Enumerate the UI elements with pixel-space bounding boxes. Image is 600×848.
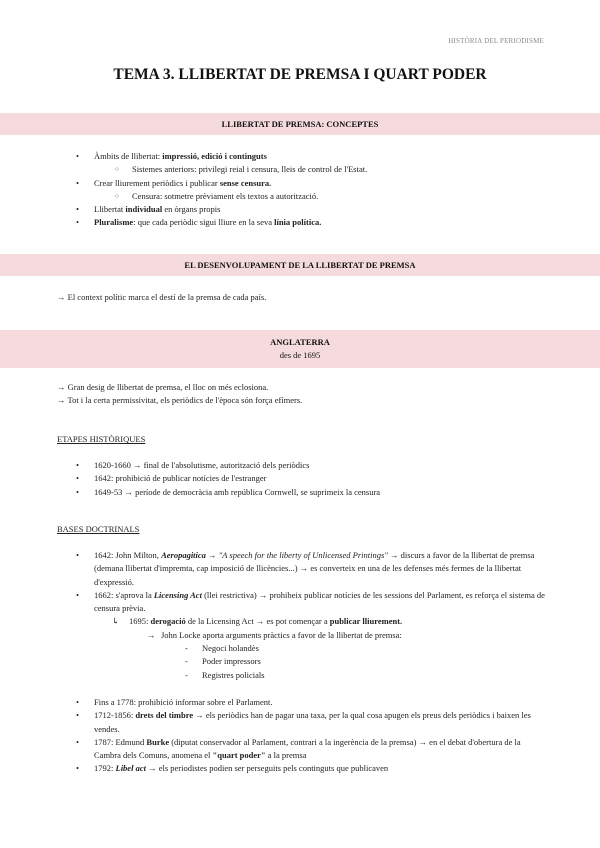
section-band-anglaterra [0,330,600,368]
list-item: • 1662: s'aprova la Licensing Act (llei restrictiva) → prohibeix publicar notícies de les sessions del Parlament, es reforça el sistema de censura prèvia. [57,589,547,616]
bases-heading: BASES DOCTRINALS [57,524,140,534]
etapes-heading: ETAPES HISTÒRIQUES [57,434,146,444]
list-item: • Crear lliurement periòdics i publicar sense censura. [57,177,547,190]
section-heading: EL DESENVOLUPAMENT DE LA LLIBERTAT DE PREMSA [184,260,416,270]
etapes-list [57,459,547,499]
section-band-conceptes [0,113,600,135]
conceptes-list [57,150,547,230]
context-paragraph: → El context polític marca el destí de la premsa de cada país. [57,292,267,302]
anglaterra-line-1: → Gran desig de llibertat de premsa, el lloc on més eclosiona. [57,382,269,392]
section-band-desenvolupament [0,254,600,276]
bases-list-1 [57,549,547,682]
list-item: • 1642: John Milton, Aeropagitica → "A speech for the liberty of Unlicensed Printings" → discurs a favor de la llibertat de premsa (demana llibertat d'impremta, cap imposició de llicències...) → es converteix en una de les defenses més fermes de la llibertat d'expressió. [57,549,547,589]
section-heading: ANGLATERRA [270,337,330,347]
list-item: • 1712-1856: drets del timbre → els periòdics han de pagar una taxa, per la qual cosa apugen els preus dels periòdics i baixen les vendes. [57,709,547,736]
list-item: • Llibertat individual en òrgans propis [57,203,547,216]
list-item: • 1792: Libel act → els periodistes podien ser perseguits pels continguts que publicaven [57,762,547,775]
sub-list-item: ↳ 1695: derogació de la Licensing Act → es pot començar a publicar lliurement. [57,615,547,628]
dash-item: - Poder impressors [57,655,547,668]
anglaterra-line-2: → Tot i la certa permissivitat, els periòdics de l'època són força efímers. [57,395,303,405]
list-item: • Pluralisme: que cada periòdic sigui lliure en la seva línia política. [57,216,547,229]
sub-sub-list-item: → John Locke aporta arguments pràctics a favor de la llibertat de premsa: [57,629,547,642]
running-head: HISTÒRIA DEL PERIODISME [448,37,544,45]
sub-list-item: ○ Censura: sotmetre prèviament els textos a autorització. [57,190,547,203]
document-title: TEMA 3. LLIBERTAT DE PREMSA I QUART PODER [113,66,487,83]
list-item: • 1787: Edmund Burke (diputat conservador al Parlament, contrari a la ingerència de la premsa) → en el debat d'obertura de la Cambra dels Comuns, anomena el "quart poder" a la premsa [57,736,547,763]
dash-item: - Negoci holandès [57,642,547,655]
dash-item: - Registres policials [57,669,547,682]
list-item: • Àmbits de llibertat: impressió, edició i continguts [57,150,547,163]
sub-list-item: ○ Sistemes anteriors: privilegi reial i censura, lleis de control de l'Estat. [57,163,547,176]
list-item: • Fins a 1778: prohibició informar sobre el Parlament. [57,696,547,709]
list-item: • 1649-53 → període de democràcia amb república Cornwell, se suprimeix la censura [57,486,547,499]
list-item: • 1620-1660 → final de l'absolutisme, autorització dels periòdics [57,459,547,472]
section-heading: LLIBERTAT DE PREMSA: CONCEPTES [221,119,379,129]
section-subheading: des de 1695 [279,350,321,360]
list-item: • 1642: prohibició de publicar notícies de l'estranger [57,472,547,485]
bases-list-2 [57,696,547,776]
